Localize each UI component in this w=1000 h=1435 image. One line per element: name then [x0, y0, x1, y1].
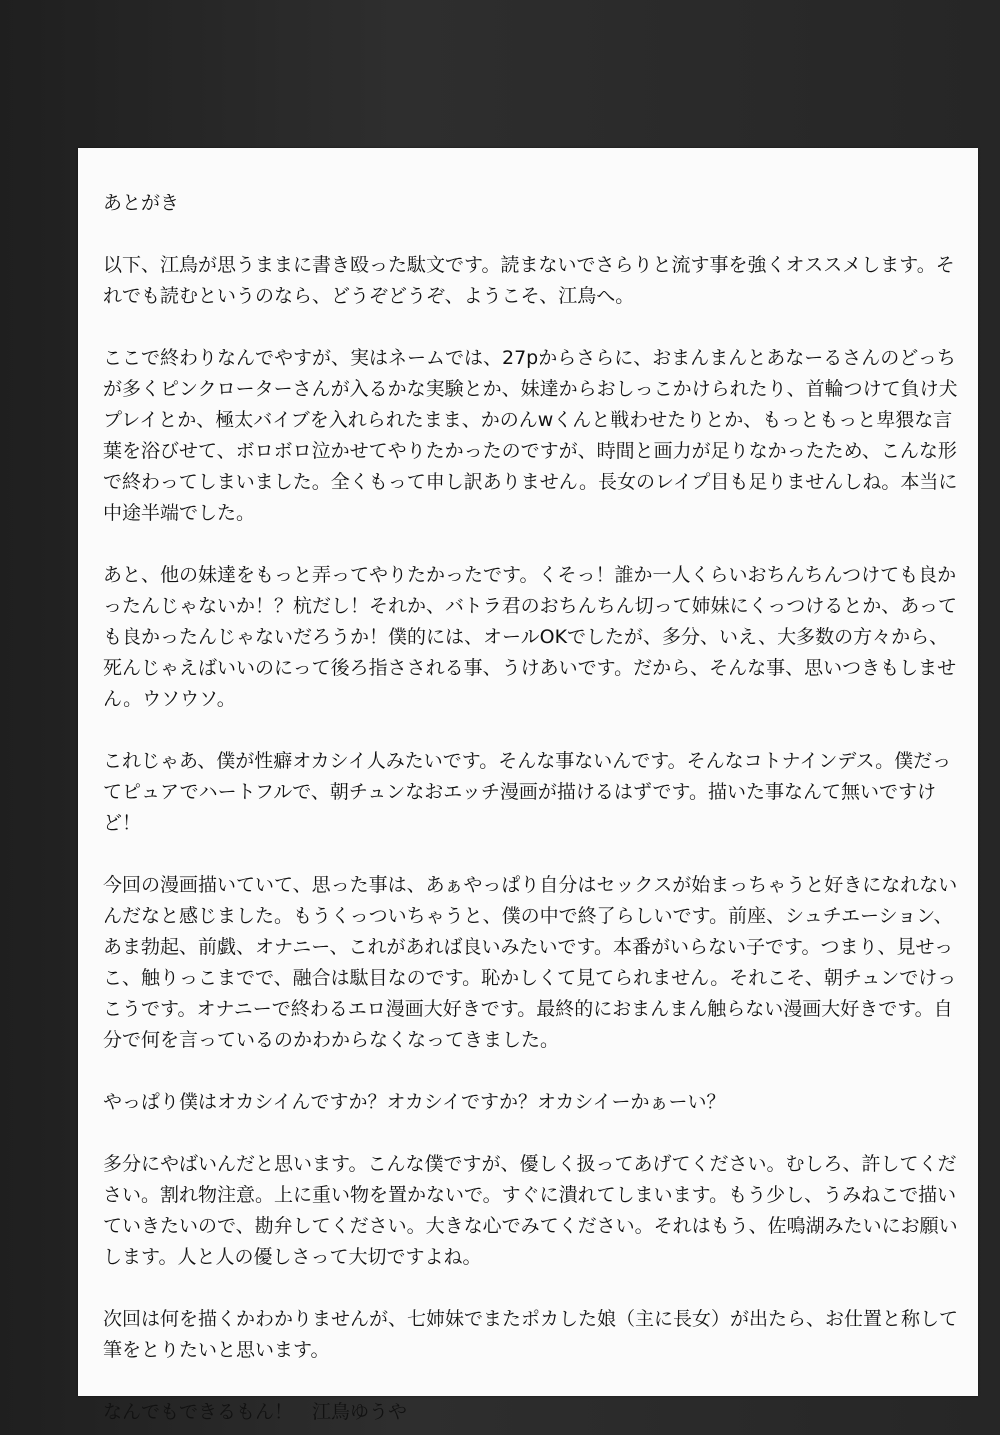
paragraph-5: 今回の漫画描いていて、思った事は、あぁやっぱり自分はセックスが始まっちゃうと好きになれないんだなと感じました。もうくっついちゃうと、僕の中で終了らしいです。前座、シュチエーション、あま勃起、前戯、オナニー、これがあれば良いみたいです。本番がいらない子です。つまり、見せっこ、触りっこまでで、融合は駄目なのです。恥かしくて見てられません。それこそ、朝チュンでけっこうです。オナニーで終わるエロ漫画大好きです。最終的におまんまん触らない漫画大好きです。自分で何を言っているのかわからなくなってきました。: [103, 874, 958, 1051]
paragraph-3: あと、他の妹達をもっと弄ってやりたかったです。くそっ！誰か一人くらいおちんちんつけても良かったんじゃないか！？杭だし！それか、バトラ君のおちんちん切って姉妹にくっつけるとか、あっても良かったんじゃないだろうか！僕的には、オールOKでしたが、多分、いえ、大多数の方々から、死んじゃえばいいのにって後ろ指さされる事、うけあいです。だから、そんな事、思いつきもしません。ウソウソ。: [103, 564, 958, 710]
paragraph-7: 多分にやばいんだと思います。こんな僕ですが、優しく扱ってあげてください。むしろ、許してください。割れ物注意。上に重い物を置かないで。すぐに潰れてしまいます。もう少し、うみねこで描いていきたいので、勘弁してください。大きな心でみてください。それはもう、佐鳴湖みたいにお願いします。人と人の優しさって大切ですよね。: [103, 1153, 958, 1268]
paragraph-6: やっぱり僕はオカシイんですか？オカシイですか？オカシイーかぁーい？: [103, 1091, 726, 1113]
signoff: なんでもできるもん！ 江鳥ゆうや: [103, 1401, 408, 1423]
paragraph-1: 以下、江鳥が思うままに書き殴った駄文です。読まないでさらりと流す事を強くオススメします。それでも読むというのなら、どうぞどうぞ、ようこそ、江鳥へ。: [103, 254, 955, 307]
afterword-text: [103, 188, 963, 1428]
paragraph-2: ここで終わりなんでやすが、実はネームでは、27pからさらに、おまんまんとあなーるさんのどっちが多くピンクローターさんが入るかな実験とか、妹達からおしっこかけられたり、首輪つけて負け犬プレイとか、極太バイブを入れられたまま、かのんwくんと戦わせたりとか、もっともっと卑猥な言葉を浴びせて、ボロボロ泣かせてやりたかったのですが、時間と画力が足りなかったため、こんな形で終わってしまいました。全くもって申し訳ありません。長女のレイプ目も足りませんしね。本当に中途半端でした。: [103, 347, 958, 524]
afterword-title: あとがき: [103, 192, 180, 214]
paragraph-8: 次回は何を描くかわかりませんが、七姉妹でまたポカした娘（主に長女）が出たら、お仕置と称して筆をとりたいと思います。: [103, 1308, 959, 1361]
afterword-page: [78, 148, 978, 1423]
paragraph-4: これじゃあ、僕が性癖オカシイ人みたいです。そんな事ないんです。そんなコトナインデス。僕だってピュアでハートフルで、朝チュンなおエッチ漫画が描けるはずです。描いた事なんて無いですけど！: [103, 750, 952, 834]
